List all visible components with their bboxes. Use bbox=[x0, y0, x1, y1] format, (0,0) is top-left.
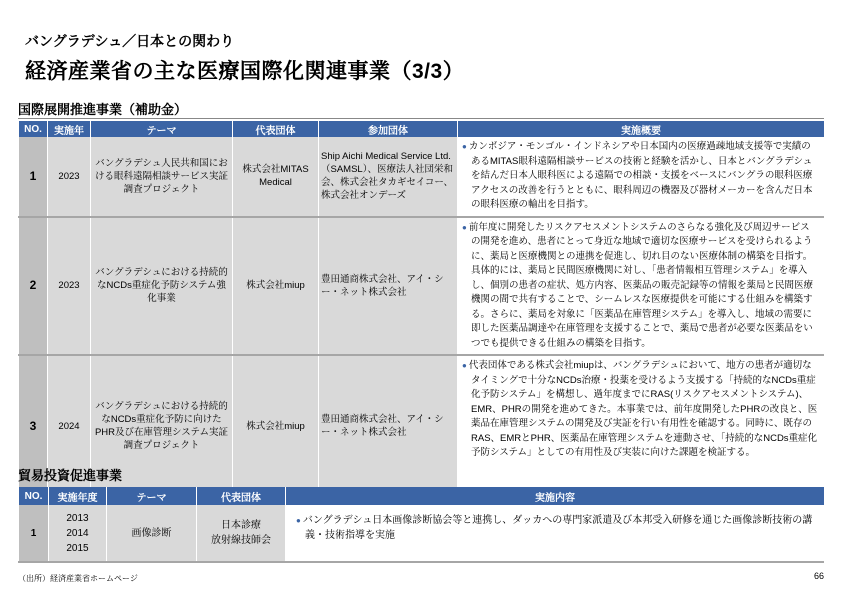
bullet-icon: ● bbox=[462, 361, 467, 370]
row-years bbox=[49, 505, 107, 562]
table-row bbox=[19, 505, 825, 562]
col-header-year: 実施年度 bbox=[49, 487, 107, 505]
col-header-content: 実施内容 bbox=[286, 487, 825, 505]
table-row bbox=[19, 217, 825, 356]
row-year: 2023 bbox=[48, 217, 91, 356]
table-row bbox=[19, 137, 825, 217]
col-header-no: NO. bbox=[19, 121, 48, 137]
page-number: 66 bbox=[813, 571, 824, 581]
row-theme: バングラデシュにおける持続的なNCDs重症化予防システム強化事業 bbox=[91, 217, 233, 356]
bullet-icon: ● bbox=[462, 142, 467, 151]
row-summary: 代表団体である株式会社miupは、バングラデシュにおいて、地方の患者が適切なタイミングで十分なNCDs治療・投薬を受けるよう支援する「持続的なNCDs重症化予防システム」を構想し、過年度までにRAS(リスクアセスメントシステム)、EMR、PHRの開発を進めてきた。本事業では、前年度開発したPHRの改良と、医薬品在庫管理システムの開発及び実証を行い有用性を確認する。同時に、既存のRAS、EMRとPHR、医薬品在庫管理システムを連動させ、「持続的なNCDs重症化予防システム」としての有用性及び実装に向けた課題を検証する。 bbox=[468, 360, 818, 458]
col-header-summary: 実施概要 bbox=[458, 121, 825, 137]
row-theme: バングラデシュ人民共和国における眼科遠隔相談サービス実証調査プロジェクト bbox=[91, 137, 233, 217]
table-header-row bbox=[19, 487, 825, 505]
row-no: 1 bbox=[19, 505, 49, 562]
row-lead: 株式会社miup bbox=[233, 355, 319, 497]
page-title: 経済産業省の主な医療国際化関連事業（3/3） bbox=[25, 60, 465, 83]
source-note: （出所）経済産業省ホームページ bbox=[18, 574, 138, 583]
row-lead-line: 放射線技師会 bbox=[211, 535, 271, 546]
table-row bbox=[19, 355, 825, 497]
section-heading-trade: 貿易投資促進事業 bbox=[18, 468, 123, 483]
row-participants: Ship Aichi Medical Service Ltd.（SAMSL）、医療法人社団栄和会、株式会社タカギセイコー、株式会社オンデーズ bbox=[319, 137, 458, 217]
col-header-lead: 代表団体 bbox=[197, 487, 286, 505]
col-header-lead: 代表団体 bbox=[233, 121, 319, 137]
table-header-row bbox=[19, 121, 825, 137]
row-content: バングラデシュ日本画像診断協会等と連携し、ダッカへの専門家派遣及び本邦受入研修を通じた画像診断技術の講義・技術指導を実施 bbox=[302, 515, 813, 541]
row-theme: バングラデシュにおける持続的なNCDs重症化予防に向けたPHR及び在庫管理システム実証調査プロジェクト bbox=[91, 355, 233, 497]
row-no: 2 bbox=[19, 217, 48, 356]
bullet-icon: ● bbox=[462, 222, 467, 232]
row-participants: 豊田通商株式会社、アイ・シー・ネット株式会社 bbox=[319, 355, 458, 497]
row-year: 2015 bbox=[66, 542, 89, 554]
col-header-theme: テーマ bbox=[107, 487, 197, 505]
row-lead: 株式会社MITAS Medical bbox=[233, 137, 319, 217]
trade-projects-table bbox=[18, 487, 824, 563]
col-header-year: 実施年 bbox=[48, 121, 91, 137]
row-year: 2024 bbox=[48, 355, 91, 497]
row-participants: 豊田通商株式会社、アイ・シー・ネット株式会社 bbox=[319, 217, 458, 356]
section-heading-international: 国際展開推進事業（補助金） bbox=[18, 102, 188, 117]
row-theme: 画像診断 bbox=[107, 505, 197, 562]
bullet-icon: ● bbox=[296, 516, 301, 525]
row-content-cell bbox=[286, 505, 825, 562]
row-year: 2023 bbox=[48, 137, 91, 217]
col-header-participants: 参加団体 bbox=[319, 121, 458, 137]
page-subtitle: バングラデシュ／日本との関わり bbox=[25, 33, 235, 49]
row-no: 3 bbox=[19, 355, 48, 497]
row-summary-cell bbox=[458, 217, 825, 356]
row-no: 1 bbox=[19, 137, 48, 217]
row-year: 2013 bbox=[66, 512, 89, 524]
row-lead: 株式会社miup bbox=[233, 217, 319, 356]
row-summary-cell bbox=[458, 137, 825, 217]
col-header-theme: テーマ bbox=[91, 121, 233, 137]
col-header-no: NO. bbox=[19, 487, 49, 505]
row-summary: カンボジア・モンゴル・インドネシアや日本国内の医療過疎地域支援等で実績のあるMITAS眼科遠隔相談サービスの技術と経験を活かし、日本とバングラデシュを結んだ日本人眼科医による遠隔での相談・支援をベースにバングラの眼科医療アクセスの改善を行うとともに、眼科周辺の機器及び器材メーカーを含んだ日本の眼科医療の輸出を目指す。 bbox=[468, 141, 813, 210]
row-summary: 前年度に開発したリスクアセスメントシステムのさらなる強化及び周辺サービスの開発を進め、患者にとって身近な地域で適切な医療サービスを受けられるように、薬局と医療機関との連携を促進し、切れ目のない医療体制の構築を目指す。具体的には、薬局と民間医療機関に対し、「患者情報相互管理システム」を導入し、個別の患者の症状、処方内容、医薬品の販売記録等の情報を薬局と民間医療機関の間で共有することで、シームレスな医療提供を可能にする仕組みを構築する。さらに、薬局を対象に「医薬品在庫管理システム」を導入し、地域の需要に即した医薬品調達や在庫管理を支援することで、薬局で患者が必要な医薬品をいつでも提供できる仕組みの構築を目指す。 bbox=[468, 221, 814, 349]
international-projects-table bbox=[18, 121, 824, 498]
row-lead bbox=[197, 505, 286, 562]
row-summary-cell bbox=[458, 355, 825, 497]
section-divider bbox=[18, 118, 824, 119]
row-lead-line: 日本診療 bbox=[221, 520, 261, 531]
row-year: 2014 bbox=[66, 527, 89, 539]
